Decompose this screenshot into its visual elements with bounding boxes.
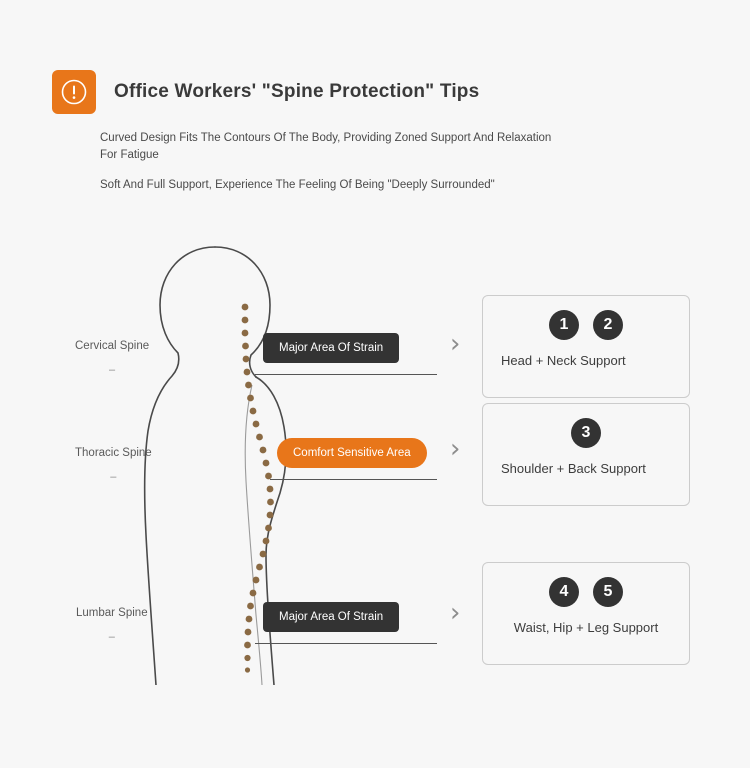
label-lumbar-spine-dash: – xyxy=(108,631,115,643)
badge-number-2: 2 xyxy=(593,310,623,340)
connector-line-3 xyxy=(255,643,437,644)
pill-comfort-sensitive-area: Comfort Sensitive Area xyxy=(277,438,427,468)
badge-number-5: 5 xyxy=(593,577,623,607)
card-head-neck-support xyxy=(482,295,690,398)
label-thoracic-spine xyxy=(75,447,152,483)
card-waist-hip-leg-support xyxy=(482,562,690,665)
card-1-label: Head + Neck Support xyxy=(501,353,626,368)
page-title: Office Workers' "Spine Protection" Tips xyxy=(114,81,480,102)
card-2-label: Shoulder + Back Support xyxy=(501,461,646,476)
label-thoracic-spine-text: Thoracic Spine xyxy=(75,447,152,459)
label-cervical-spine xyxy=(75,340,149,376)
card-3-label: Waist, Hip + Leg Support xyxy=(513,620,659,635)
badge-number-3: 3 xyxy=(571,418,601,448)
pill-major-area-of-strain-lumbar: Major Area Of Strain xyxy=(263,602,399,632)
tips-list xyxy=(100,130,570,208)
pill-major-area-of-strain-cervical: Major Area Of Strain xyxy=(263,333,399,363)
connector-line-2 xyxy=(270,479,437,480)
tip-item: Soft And Full Support, Experience The Feeling Of Being "Deeply Surrounded" xyxy=(100,179,495,192)
label-cervical-spine-text: Cervical Spine xyxy=(75,340,150,352)
chevron-right-icon: › xyxy=(450,598,461,628)
card-shoulder-back-support xyxy=(482,403,690,506)
exclamation-circle-icon xyxy=(52,70,96,114)
card-1-numbers xyxy=(483,310,689,340)
chevron-right-icon: › xyxy=(450,329,461,359)
label-lumbar-spine xyxy=(76,607,148,643)
label-thoracic-spine-dash: – xyxy=(110,471,117,483)
label-cervical-spine-dash: – xyxy=(109,364,116,376)
label-lumbar-spine-text: Lumbar Spine xyxy=(76,607,148,619)
badge-number-1: 1 xyxy=(549,310,579,340)
card-2-numbers xyxy=(483,418,689,448)
chevron-right-icon: › xyxy=(450,434,461,464)
spine-diagram xyxy=(0,235,750,695)
tip-item: Curved Design Fits The Contours Of The Body, Providing Zoned Support And Relaxation For Fatigue xyxy=(100,132,552,161)
connector-line-1 xyxy=(255,374,437,375)
badge-number-4: 4 xyxy=(549,577,579,607)
header xyxy=(52,70,479,114)
card-3-numbers xyxy=(483,577,689,607)
